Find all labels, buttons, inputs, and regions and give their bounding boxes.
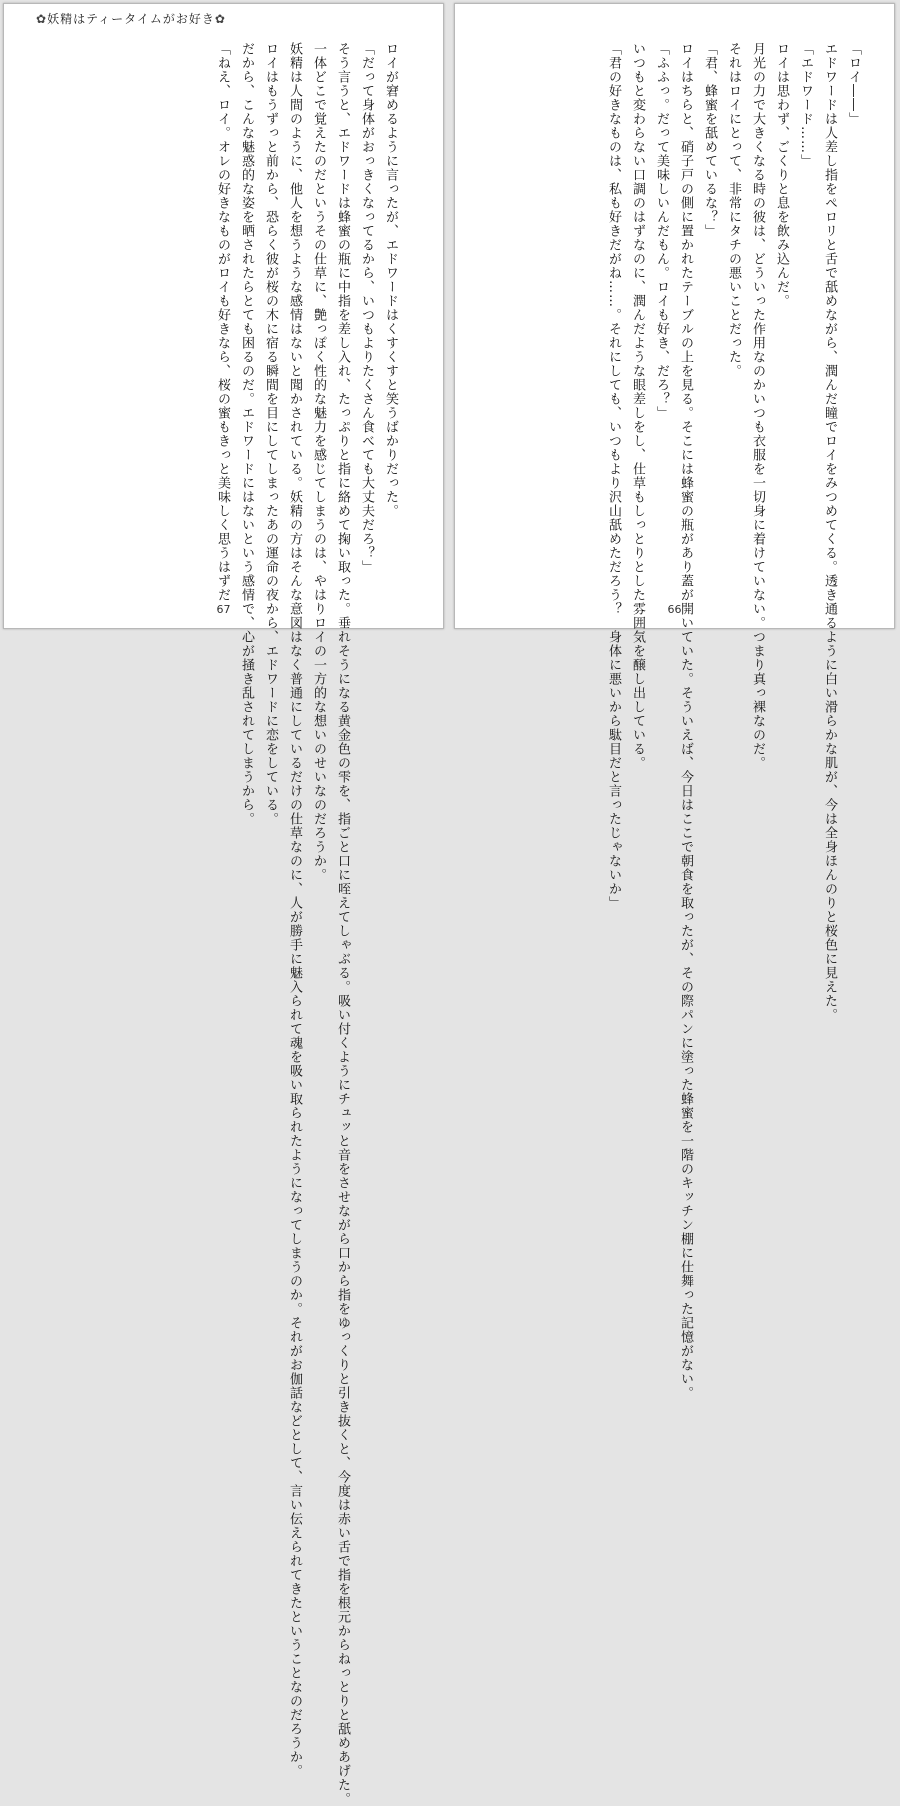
page-number: 66: [667, 603, 682, 616]
running-header: [36, 10, 226, 27]
text-line: だから、こんな魅惑的な姿を晒されたらとても困るのだ。エドワードにはないという感情で、心が掻き乱されてしまうから。: [239, 42, 254, 826]
text-line: 「ロイ――」: [846, 42, 861, 126]
book-title: 妖精はティータイムがお好き: [47, 12, 215, 26]
text-line: ロイは思わず、ごくりと息を飲み込んだ。: [774, 42, 789, 308]
text-line: ロイはちらと、硝子戸の側に置かれたテーブルの上を見る。そこには蜂蜜の瓶があり蓋が開いていた。そういえば、今日はここで朝食を取ったが、その際パンに塗った蜂蜜を一階のキッチン棚に仕舞った記憶がない。: [678, 42, 693, 1400]
text-line: それはロイにとって、非常にタチの悪いことだった。: [726, 42, 741, 378]
text-line: そう言うと、エドワードは蜂蜜の瓶に中指を差し入れ、たっぷりと指に絡めて掬い取った。垂れそうになる黄金色の雫を、指ごと口に咥えてしゃぶる。吸い付くようにチュッと音をさせながら口から指をゆっくりと引き抜くと、今度は赤い舌で指を根元からねっとりと舐めあげた。: [335, 42, 350, 1806]
text-line: 「ふふっ。だって美味しいんだもん。ロイも好き、だろ？」: [654, 42, 669, 420]
text-line: 「ねえ、ロイ。オレの好きなものがロイも好きなら、桜の蜜もきっと美味しく思うはずだ: [215, 42, 230, 602]
page-number: 67: [216, 603, 231, 616]
text-line: 妖精は人間のように、他人を想うような感情はないと聞かされている。妖精の方はそんな意図はなく普通にしているだけの仕草なのに、人が勝手に魅入られて魂を吸い取られたようになってしまうのか。それがお伽話などとして、言い伝えられてきたということなのだろうか。: [287, 42, 302, 1778]
left-page: [3, 3, 444, 1806]
text-line: ロイが窘めるように言ったが、エドワードはくすくすと笑うばかりだった。: [383, 42, 398, 518]
flower-ornament-icon: ✿: [214, 12, 226, 26]
text-line: 「だって身体がおっきくなってるから、いつもよりたくさん食べても大丈夫だろ？」: [359, 42, 374, 574]
text-line: 月光の力で大きくなる時の彼は、どういった作用なのかいつも衣服を一切身に着けていない。つまり真っ裸なのだ。: [750, 42, 765, 770]
text-line: エドワードは人差し指をペロリと舌で舐めながら、潤んだ瞳でロイをみつめてくる。透き通るように白い滑らかな肌が、今は全身ほんのりと桜色に見えた。: [822, 42, 837, 1022]
text-line: 「君、蜂蜜を舐めているな？」: [702, 42, 717, 238]
text-line: ロイはもうずっと前から、恐らく彼が桜の木に宿る瞬間を目にしてしまったあの運命の夜から、エドワードに恋をしている。: [263, 42, 278, 826]
text-line: 「エドワード……」: [798, 42, 813, 168]
flower-ornament-icon: ✿: [36, 12, 48, 26]
text-line: 「君の好きなものは、私も好きだがね……。それにしても、いつもより沢山舐めただろう？ 身体に悪いから駄目だと言ったじゃないか」: [606, 42, 621, 910]
text-line: いつもと変わらない口調のはずなのに、潤んだような眼差しをし、仕草もしっとりとした雰囲気を醸し出している。: [630, 42, 645, 770]
right-page: [454, 3, 895, 1400]
text-line: 一体どこで覚えたのだというその仕草に、艶っぽく性的な魅力を感じてしまうのは、やはりロイの一方的な想いのせいなのだろうか。: [311, 42, 326, 882]
